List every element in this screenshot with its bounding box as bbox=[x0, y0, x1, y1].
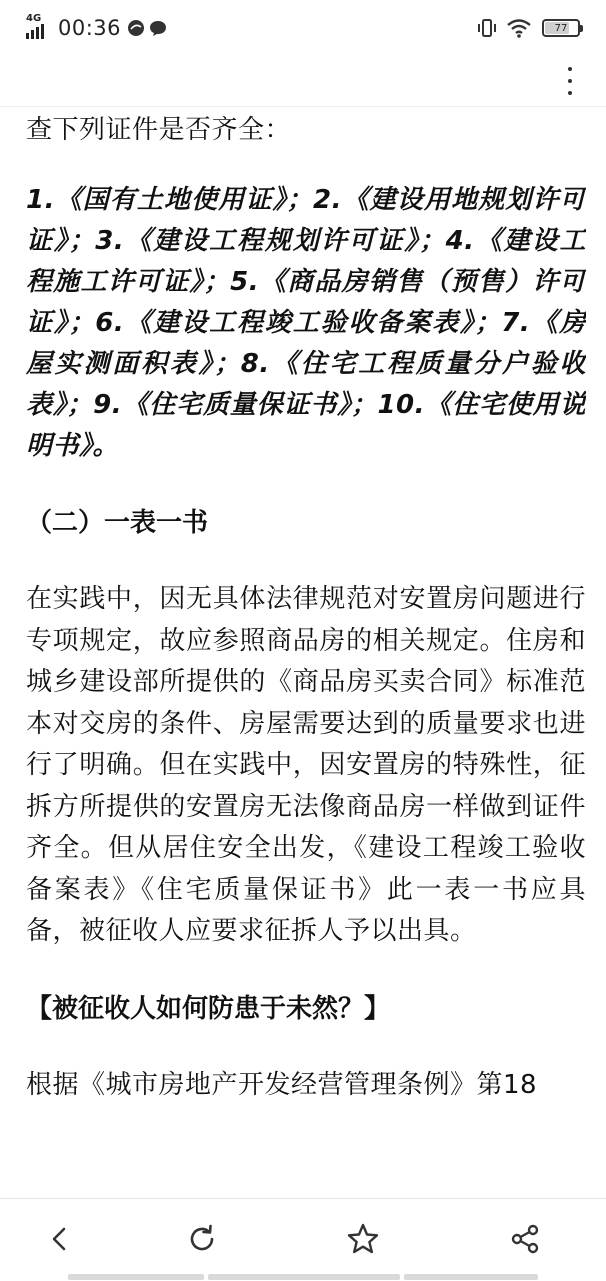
message-notification-icon bbox=[149, 19, 167, 37]
vibrate-icon bbox=[476, 17, 498, 39]
home-indicator bbox=[208, 1274, 400, 1280]
tail-paragraph: 根据《城市房地产开发经营管理条例》第18 bbox=[26, 1069, 538, 1100]
battery-level: 77 bbox=[554, 22, 568, 34]
certificate-list: 1.《国有土地使用证》；2.《建设用地规划许可证》；3.《建设工程规划许可证》；4.《建设工程施工许可证》；5.《商品房销售（预售）许可证》；6.《建设工程竣工验收备案表》；7.《房屋实测面积表》；8.《住宅工程质量分户验收表》；9.《住宅质量保证书》；10.《住宅使用说明书》。 bbox=[26, 185, 586, 461]
battery-icon bbox=[542, 19, 580, 37]
back-arrow-icon[interactable] bbox=[40, 1219, 80, 1259]
body-paragraph: 在实践中，因无具体法律规范对安置房问题进行专项规定，故应参照商品房的相关规定。住房和城乡建设部所提供的《商品房买卖合同》标准范本对交房的条件、房屋需要达到的质量要求也进行了明确。但在实践中，因安置房的特殊性，征拆方所提供的安置房无法像商品房一样做到证件齐全。但从居住安全出发，《建设工程竣工验收备案表》《住宅质量保证书》此一表一书应具备，被征收人应要求征拆人予以出具。 bbox=[26, 584, 586, 946]
home-indicator bbox=[404, 1274, 538, 1280]
wifi-icon bbox=[506, 17, 532, 39]
bottom-toolbar bbox=[0, 1198, 606, 1281]
status-bar bbox=[0, 0, 606, 54]
top-toolbar bbox=[0, 54, 606, 107]
app-notification-icon bbox=[127, 19, 145, 37]
question-heading: 【被征收人如何防患于未然？】 bbox=[26, 993, 391, 1024]
network-type: 4G bbox=[26, 13, 42, 24]
share-icon[interactable] bbox=[505, 1219, 545, 1259]
intro-paragraph: 查下列证件是否齐全： bbox=[26, 115, 292, 145]
star-icon[interactable] bbox=[343, 1219, 383, 1259]
status-time: 00:36 bbox=[58, 16, 122, 40]
refresh-icon[interactable] bbox=[182, 1219, 222, 1259]
more-vertical-icon[interactable] bbox=[556, 64, 584, 98]
home-indicator bbox=[68, 1274, 204, 1280]
article-content bbox=[26, 106, 586, 1198]
section-heading: （二）一表一书 bbox=[26, 508, 209, 538]
cellular-signal-icon bbox=[26, 15, 52, 41]
